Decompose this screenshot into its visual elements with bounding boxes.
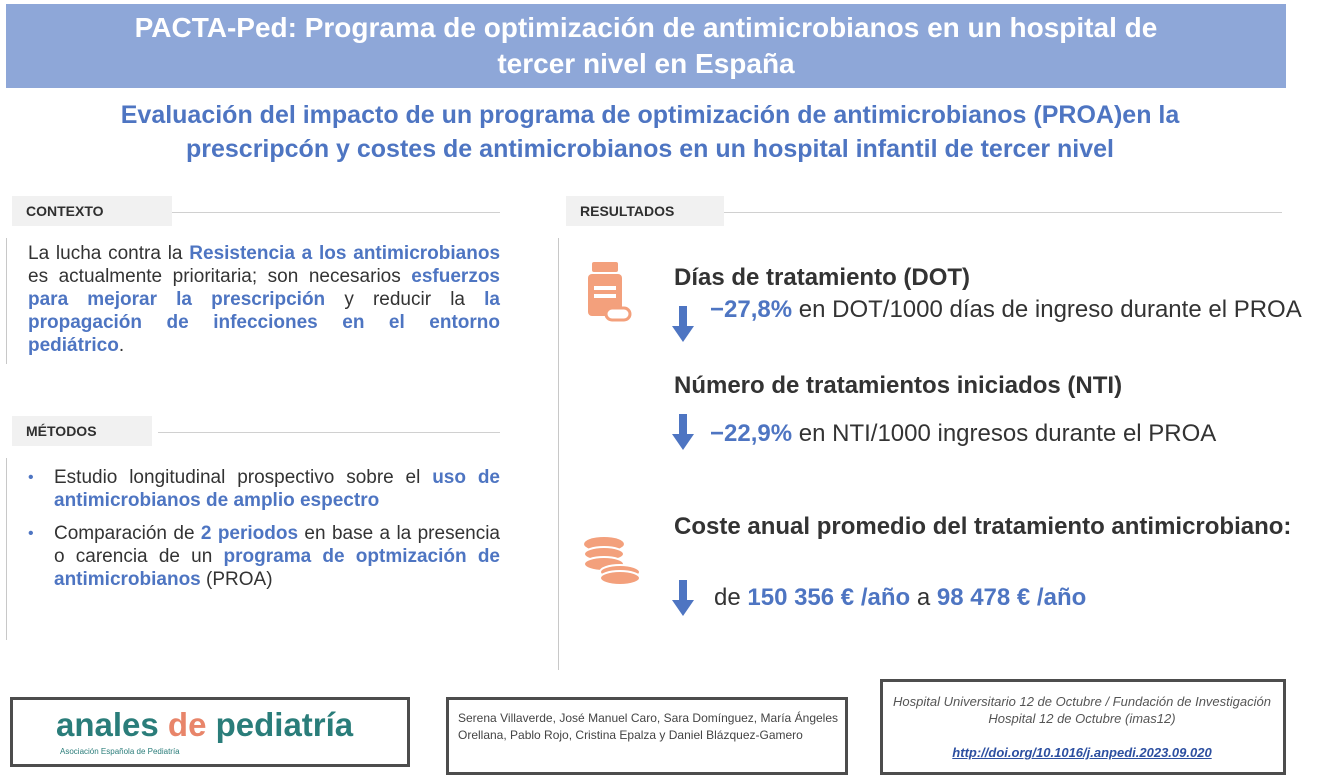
text-run: La lucha contra la (28, 243, 190, 264)
text-run: a (910, 584, 937, 611)
title-line-2: tercer nivel en España (497, 48, 795, 79)
highlight-text: uso de antimicrobianos de amplio espectro (54, 467, 500, 511)
subtitle-line-1: Evaluación del impacto de un programa de optimización de antimicrobianos (PROA)en la (120, 101, 1180, 129)
arrow-down-icon (672, 306, 694, 344)
nti-result (710, 420, 1330, 448)
section-divider (158, 432, 500, 433)
subtitle-line-2: prescripcón y costes de antimicrobianos en un hospital infantil de tercer nivel (185, 135, 1114, 163)
text-run: Comparación de (54, 523, 201, 544)
doi-link[interactable]: http://doi.org/10.1016/j.anpedi.2023.09.020 (952, 745, 1212, 760)
dot-value: −27,8% (710, 296, 793, 323)
authors: Serena Villaverde, José Manuel Caro, Sara Domínguez, María Ángeles Orellana, Pablo Rojo, Cristina Epalza y Daniel Blázquez-Gamero (458, 711, 838, 742)
arrow-down-icon (672, 580, 694, 618)
vertical-rule (6, 238, 7, 364)
text-run: de (167, 706, 207, 743)
text-run: y reducir la (325, 289, 485, 310)
bullet-icon: • (28, 525, 34, 542)
dot-heading: Días de tratamiento (DOT) (674, 264, 971, 291)
cost-after-value: 98 478 € /año (936, 584, 1087, 611)
cost-heading: Coste anual promedio del tratamiento antimicrobiano: (674, 513, 1292, 540)
text-run: . (118, 335, 125, 356)
highlight-text: programa de optmización de antimicrobianos (54, 546, 501, 590)
nti-value: −22,9% (710, 420, 793, 447)
institution: Hospital Universitario 12 de Octubre / Fundación de Investigación Hospital 12 de Octubre (imas12) (893, 694, 1271, 726)
highlight-text: esfuerzos para mejorar la prescripción (28, 266, 500, 310)
cost-before-value: 150 356 € /año (747, 584, 911, 611)
text-run: anales (56, 706, 168, 743)
nti-heading: Número de tratamientos iniciados (NTI) (674, 372, 1123, 399)
bullet-icon: • (28, 469, 34, 486)
highlight-text: Resistencia a los antimicrobianos (189, 243, 501, 264)
text-run: en NTI/1000 ingresos durante el PROA (792, 420, 1217, 447)
subtitle (20, 98, 1280, 166)
vertical-rule (558, 238, 559, 670)
list-item (28, 466, 500, 512)
journal-logo-subtitle: Asociación Española de Pediatría (60, 747, 180, 756)
highlight-text: la propagación de infecciones en el entorno pediátrico (28, 289, 500, 356)
dot-result (710, 296, 1330, 324)
cost-result (714, 584, 1314, 612)
title-line-1: PACTA-Ped: Programa de optimización de antimicrobianos en un hospital de (134, 12, 1158, 43)
text-run: pediatría (206, 706, 354, 743)
text-run: de (714, 584, 748, 611)
text-run: en base a la presencia o carencia de un (54, 523, 500, 567)
section-contexto-label: CONTEXTO (12, 196, 172, 226)
journal-logo (56, 706, 353, 744)
metodos-list (28, 466, 500, 601)
text-run: Estudio longitudinal prospectivo sobre el (54, 467, 433, 488)
text-run: es actualmente prioritaria; son necesarios (28, 266, 412, 287)
contexto-paragraph (28, 242, 500, 357)
coins-icon (582, 534, 642, 586)
text-run: en DOT/1000 días de ingreso durante el PROA (792, 296, 1302, 323)
title-banner (6, 4, 1286, 88)
section-resultados-label: RESULTADOS (566, 196, 724, 226)
list-item (28, 522, 500, 591)
arrow-down-icon (672, 414, 694, 452)
section-metodos-label: MÉTODOS (12, 416, 152, 446)
vertical-rule (6, 458, 7, 640)
highlight-text: 2 periodos (200, 523, 299, 544)
medicine-bottle-icon (584, 262, 634, 324)
section-divider (172, 212, 500, 213)
text-run: (PROA) (200, 569, 273, 590)
section-divider (724, 212, 1282, 213)
